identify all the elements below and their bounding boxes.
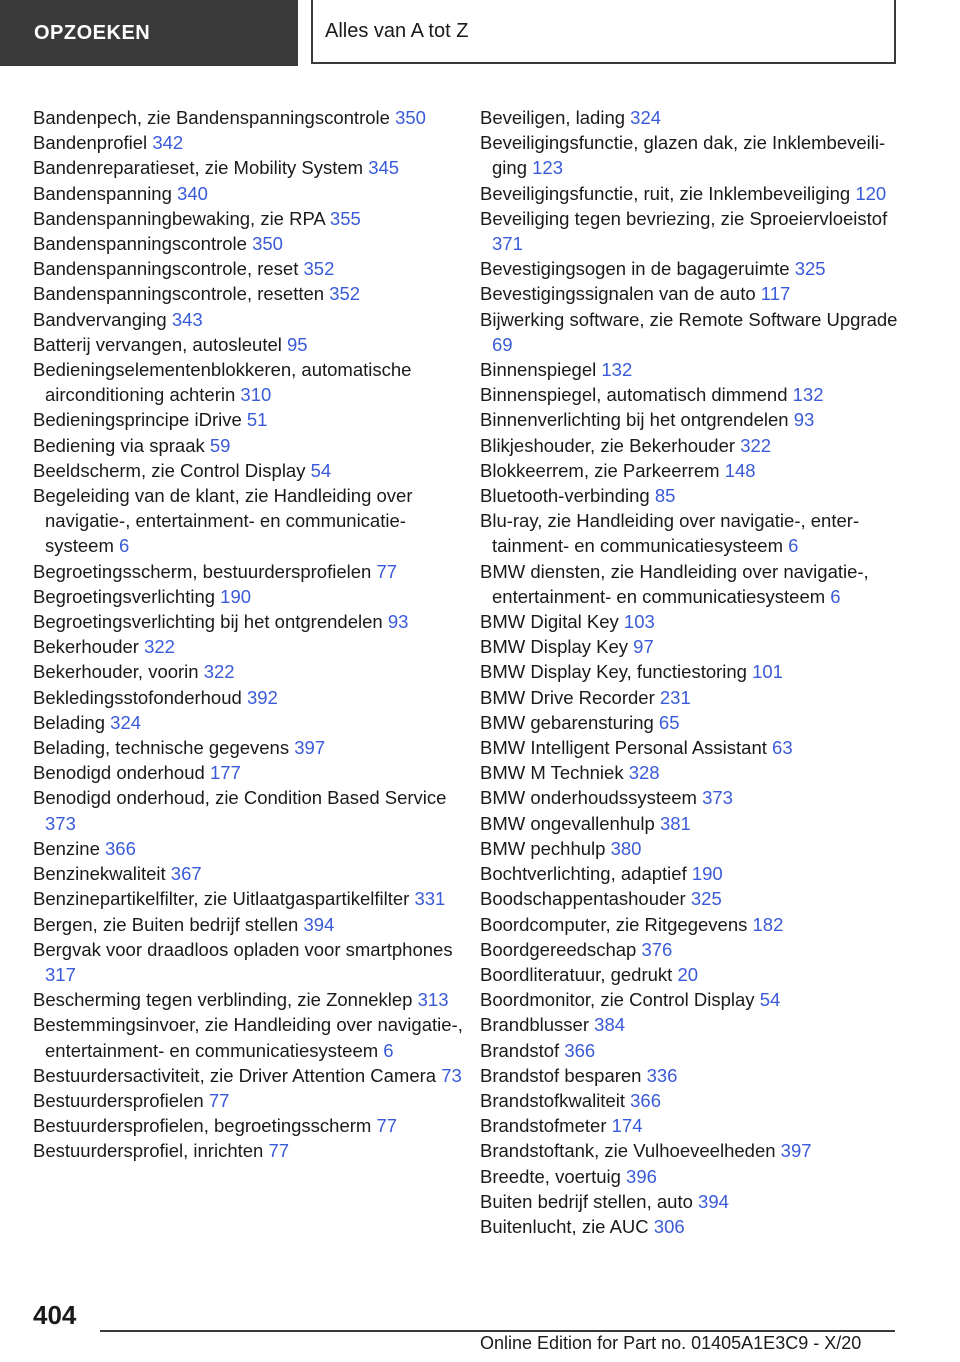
index-entry <box>480 785 905 810</box>
page-reference-link[interactable]: 306 <box>653 1215 685 1237</box>
index-term: Brandstof besparen <box>480 1064 642 1086</box>
index-entry <box>480 382 905 407</box>
index-entry <box>33 483 463 559</box>
index-term: Bandenspanningscontrole, resetten <box>33 283 325 305</box>
index-entry <box>480 433 905 458</box>
index-term: Benodigd onderhoud, zie Condition Based Service <box>33 787 447 809</box>
index-entry <box>33 659 463 684</box>
index-term: Begeleiding van de klant, zie Handleiding over navigatie-, entertainment- en communicatiesysteem <box>33 485 413 557</box>
page-reference-link[interactable]: 51 <box>246 409 268 431</box>
index-entry <box>480 1214 905 1239</box>
page-reference-link[interactable]: 93 <box>793 409 815 431</box>
index-term: Bedieningselementenblokkeren, automatische airconditioning achterin <box>33 359 412 406</box>
page-reference-link[interactable]: 324 <box>630 107 662 128</box>
index-term: Bandenpech, zie Bandenspanningscontrole <box>33 107 390 128</box>
page-reference-link[interactable]: 174 <box>611 1115 643 1137</box>
index-term: Bescherming tegen verblinding, zie Zonneklep <box>33 989 413 1011</box>
page-reference-link[interactable]: 350 <box>252 233 283 255</box>
page-reference-link[interactable]: 63 <box>772 737 793 759</box>
index-entry <box>33 886 463 911</box>
index-entry <box>33 1012 463 1062</box>
page-reference-link[interactable]: 6 <box>788 535 799 557</box>
index-entry <box>33 685 463 710</box>
page-reference-link[interactable]: 313 <box>417 989 449 1011</box>
page-reference-link[interactable]: 69 <box>492 333 513 355</box>
index-term: BMW Display Key <box>480 636 629 658</box>
index-term: Bergen, zie Buiten bedrijf stellen <box>33 913 299 935</box>
index-entry <box>33 332 463 357</box>
index-term: Batterij vervangen, autosleutel <box>33 333 282 355</box>
index-entry <box>33 130 463 155</box>
index-term: BMW ongevallenhulp <box>480 812 655 834</box>
index-entry <box>33 609 463 634</box>
index-entry <box>33 987 463 1012</box>
index-entry <box>480 1063 905 1088</box>
page-reference-link[interactable]: 392 <box>246 686 278 708</box>
index-entry <box>33 357 463 407</box>
index-term: Bedieningsprincipe iDrive <box>33 409 242 431</box>
page-reference-link[interactable]: 123 <box>532 157 563 179</box>
index-term: Blokkeerrem, zie Parkeerrem <box>480 459 720 481</box>
index-entry <box>33 433 463 458</box>
index-term: Buiten bedrijf stellen, auto <box>480 1190 693 1212</box>
page-reference-link[interactable]: 77 <box>376 560 398 582</box>
index-term: Blikjeshouder, zie Bekerhouder <box>480 434 736 456</box>
index-term: Bochtverlichting, adaptief <box>480 863 687 885</box>
page-reference-link[interactable]: 325 <box>794 258 826 280</box>
index-entry <box>480 912 905 937</box>
index-entry <box>480 1138 905 1163</box>
page-reference-link[interactable]: 310 <box>240 384 272 406</box>
page-reference-link[interactable]: 54 <box>310 459 332 481</box>
page-reference-link[interactable]: 73 <box>441 1064 462 1086</box>
index-term: Binnenspiegel <box>480 359 597 381</box>
page-reference-link[interactable]: 95 <box>287 333 308 355</box>
index-term: Bevestigingssignalen van de auto <box>480 283 756 305</box>
page-reference-link[interactable]: 6 <box>383 1039 394 1061</box>
page-reference-link[interactable]: 148 <box>724 459 756 481</box>
index-term: Blu-ray, zie Handleiding over navigatie-, entertainment- en communicatiesysteem <box>480 510 860 557</box>
index-entry <box>480 357 905 382</box>
index-term: Boodschappentashouder <box>480 888 686 910</box>
index-entry <box>480 508 905 558</box>
index-term: Bevestigingsogen in de bagageruimte <box>480 258 790 280</box>
index-entry <box>480 256 905 281</box>
index-term: BMW gebarensturing <box>480 711 654 733</box>
index-entry <box>33 231 463 256</box>
page-reference-link[interactable]: 394 <box>303 913 335 935</box>
index-term: Bestuurdersprofiel, inrichten <box>33 1140 264 1162</box>
page-reference-link[interactable]: 322 <box>144 636 175 658</box>
page-reference-link[interactable]: 101 <box>752 661 783 683</box>
index-entry <box>480 937 905 962</box>
page-reference-link[interactable]: 65 <box>658 711 680 733</box>
index-term: Benzinekwaliteit <box>33 863 166 885</box>
index-term: Bandenspanningscontrole <box>33 233 247 255</box>
page-reference-link[interactable]: 355 <box>329 207 361 229</box>
page-reference-link[interactable]: 317 <box>45 963 76 985</box>
index-term: BMW Drive Recorder <box>480 686 655 708</box>
page-reference-link[interactable]: 6 <box>830 585 841 607</box>
index-term: Benzinepartikelfilter, zie Uitlaatgaspartikelfilter <box>33 888 410 910</box>
page-reference-link[interactable]: 396 <box>626 1165 657 1187</box>
page-reference-link[interactable]: 340 <box>177 182 208 204</box>
index-entry <box>480 962 905 987</box>
index-entry <box>33 105 463 130</box>
index-term: BMW diensten, zie Handleiding over navigatie-, entertainment- en communicatiesysteem <box>480 560 869 607</box>
index-entry <box>480 861 905 886</box>
page-reference-link[interactable]: 373 <box>702 787 733 809</box>
page-reference-link[interactable]: 177 <box>209 762 241 784</box>
index-entry <box>33 861 463 886</box>
page-reference-link[interactable]: 103 <box>623 611 655 633</box>
page-reference-link[interactable]: 336 <box>646 1064 678 1086</box>
page-reference-link[interactable]: 77 <box>268 1140 290 1162</box>
page-reference-link[interactable]: 6 <box>119 535 130 557</box>
index-entry <box>480 307 905 357</box>
page-reference-link[interactable]: 97 <box>633 636 654 658</box>
page-reference-link[interactable]: 231 <box>659 686 691 708</box>
index-term: Bediening via spraak <box>33 434 205 456</box>
index-entry <box>480 407 905 432</box>
page-reference-link[interactable]: 384 <box>594 1014 626 1036</box>
page-reference-link[interactable]: 59 <box>209 434 231 456</box>
index-entry <box>33 206 463 231</box>
page-reference-link[interactable]: 366 <box>105 837 136 859</box>
index-entry <box>33 836 463 861</box>
index-entry <box>33 458 463 483</box>
index-entry <box>480 811 905 836</box>
index-entry <box>33 785 463 835</box>
index-entry <box>33 937 463 987</box>
index-term: Belading <box>33 711 106 733</box>
index-term: Begroetingsscherm, bestuurdersprofielen <box>33 560 372 582</box>
page-reference-link[interactable]: 117 <box>760 283 791 305</box>
index-term: Begroetingsverlichting bij het ontgrendelen <box>33 611 383 633</box>
index-term: Brandblusser <box>480 1014 590 1036</box>
page-reference-link[interactable]: 366 <box>630 1089 661 1111</box>
index-term: Bestuurdersprofielen, begroetingsscherm <box>33 1115 372 1137</box>
page-reference-link[interactable]: 350 <box>395 107 426 128</box>
index-term: Boordmonitor, zie Control Display <box>480 989 755 1011</box>
index-term: Bandenspanningscontrole, reset <box>33 258 299 280</box>
index-entry <box>33 307 463 332</box>
index-term: Benzine <box>33 837 100 859</box>
page-reference-link[interactable]: 380 <box>610 837 642 859</box>
index-entry <box>480 735 905 760</box>
index-term: Belading, technische gegevens <box>33 737 290 759</box>
page-reference-link[interactable]: 324 <box>110 711 142 733</box>
page-reference-link[interactable]: 352 <box>329 283 361 305</box>
page-reference-link[interactable]: 373 <box>45 812 76 834</box>
index-term: BMW M Techniek <box>480 762 624 784</box>
page-reference-link[interactable]: 77 <box>376 1115 398 1137</box>
index-entry <box>480 1088 905 1113</box>
index-entry <box>480 659 905 684</box>
index-entry <box>480 1038 905 1063</box>
page-reference-link[interactable]: 367 <box>170 863 202 885</box>
index-term: Bandenspanningbewaking, zie RPA <box>33 207 325 229</box>
index-entry <box>33 584 463 609</box>
page-reference-link[interactable]: 132 <box>792 384 824 406</box>
page-reference-link[interactable]: 397 <box>294 737 326 759</box>
index-entry <box>480 886 905 911</box>
index-term: Bijwerking software, zie Remote Software Upgrade <box>480 308 898 330</box>
page-reference-link[interactable]: 328 <box>628 762 660 784</box>
index-term: Brandstof <box>480 1039 560 1061</box>
index-entry <box>480 281 905 306</box>
page-reference-link[interactable]: 376 <box>641 938 673 960</box>
index-term: Beeldscherm, zie Control Display <box>33 459 306 481</box>
index-term: Bandenreparatieset, zie Mobility System <box>33 157 364 179</box>
page-reference-link[interactable]: 343 <box>171 308 203 330</box>
index-entry <box>33 634 463 659</box>
footer-divider <box>100 1330 895 1332</box>
index-entry <box>480 1113 905 1138</box>
index-entry <box>480 609 905 634</box>
index-entry <box>480 836 905 861</box>
page-number: 404 <box>33 1300 77 1330</box>
index-entry <box>33 155 463 180</box>
page-reference-link[interactable]: 366 <box>564 1039 596 1061</box>
index-term: Breedte, voertuig <box>480 1165 621 1187</box>
page-reference-link[interactable]: 322 <box>203 661 235 683</box>
index-term: Binnenspiegel, automatisch dimmend <box>480 384 788 406</box>
index-term: Boordliteratuur, gedrukt <box>480 963 673 985</box>
page-reference-link[interactable]: 394 <box>698 1190 729 1212</box>
index-term: Bestuurdersprofielen <box>33 1089 204 1111</box>
page-reference-link[interactable]: 77 <box>208 1089 230 1111</box>
page-reference-link[interactable]: 371 <box>492 233 523 255</box>
index-term: Beveiligingsfunctie, glazen dak, zie Inklembeveiliging <box>480 132 886 179</box>
page-reference-link[interactable]: 322 <box>740 434 772 456</box>
index-column-right <box>480 105 905 1239</box>
index-column-left <box>33 105 463 1164</box>
page-reference-link[interactable]: 132 <box>601 359 633 381</box>
index-term: Benodigd onderhoud <box>33 762 205 784</box>
page-reference-link[interactable]: 190 <box>691 863 723 885</box>
index-term: Bergvak voor draadloos opladen voor smartphones <box>33 938 453 960</box>
index-term: BMW Display Key, functiestoring <box>480 661 747 683</box>
page-reference-link[interactable]: 345 <box>368 157 400 179</box>
page-reference-link[interactable]: 190 <box>220 585 252 607</box>
index-entry <box>33 281 463 306</box>
index-term: Brandstofmeter <box>480 1115 607 1137</box>
index-term: Beveiligen, lading <box>480 107 626 128</box>
index-term: Brandstofkwaliteit <box>480 1089 625 1111</box>
index-entry <box>480 1189 905 1214</box>
index-term: Boordgereedschap <box>480 938 637 960</box>
index-entry <box>480 634 905 659</box>
page-reference-link[interactable]: 381 <box>659 812 691 834</box>
page-header <box>0 0 960 66</box>
index-term: BMW Digital Key <box>480 611 619 633</box>
index-entry <box>480 987 905 1012</box>
index-entry <box>480 105 905 130</box>
section-title: Alles van A tot Z <box>311 0 896 64</box>
page-reference-link[interactable]: 20 <box>677 963 699 985</box>
index-entry <box>33 181 463 206</box>
page-reference-link[interactable]: 342 <box>152 132 184 154</box>
page-reference-link[interactable]: 93 <box>387 611 409 633</box>
index-term: Bekledingsstofonderhoud <box>33 686 242 708</box>
page-reference-link[interactable]: 120 <box>855 182 887 204</box>
index-entry <box>480 685 905 710</box>
page-reference-link[interactable]: 182 <box>752 913 784 935</box>
index-term: Brandstoftank, zie Vulhoeveelheden <box>480 1140 776 1162</box>
index-entry <box>33 735 463 760</box>
page-reference-link[interactable]: 85 <box>654 485 676 507</box>
index-entry <box>33 559 463 584</box>
index-entry <box>33 1113 463 1138</box>
page-reference-link[interactable]: 325 <box>690 888 722 910</box>
index-term: Bluetooth-verbinding <box>480 485 650 507</box>
index-entry <box>480 181 905 206</box>
index-term: Beveiliging tegen bevriezing, zie Sproeiervloeistof <box>480 207 888 229</box>
index-entry <box>33 407 463 432</box>
index-entry <box>480 483 905 508</box>
index-entry <box>480 130 905 180</box>
index-term: Bekerhouder, voorin <box>33 661 199 683</box>
index-term: Bandenspanning <box>33 182 172 204</box>
section-tab: OPZOEKEN <box>0 0 298 66</box>
index-entry <box>33 1088 463 1113</box>
index-term: Bestemmingsinvoer, zie Handleiding over navigatie-, entertainment- en communicatiesysteem <box>33 1014 463 1061</box>
index-term: Bestuurdersactiviteit, zie Driver Attention Camera <box>33 1064 437 1086</box>
page-reference-link[interactable]: 331 <box>414 888 446 910</box>
index-term: BMW onderhoudssysteem <box>480 787 697 809</box>
index-term: BMW pechhulp <box>480 837 606 859</box>
index-entry <box>480 1164 905 1189</box>
page-reference-link[interactable]: 397 <box>780 1140 812 1162</box>
index-entry <box>33 1063 463 1088</box>
index-term: Bandvervanging <box>33 308 167 330</box>
index-entry <box>33 912 463 937</box>
edition-note: Online Edition for Part no. 01405A1E3C9 - X/20 <box>480 1333 862 1353</box>
index-term: Bandenprofiel <box>33 132 148 154</box>
index-term: BMW Intelligent Personal Assistant <box>480 737 767 759</box>
index-entry <box>33 710 463 735</box>
index-entry <box>33 1138 463 1163</box>
index-entry <box>480 559 905 609</box>
index-entry <box>480 760 905 785</box>
index-entry <box>480 1012 905 1037</box>
index-term: Bekerhouder <box>33 636 139 658</box>
index-term: Binnenverlichting bij het ontgrendelen <box>480 409 789 431</box>
index-term: Beveiligingsfunctie, ruit, zie Inklembeveiliging <box>480 182 851 204</box>
index-entry <box>33 256 463 281</box>
index-term: Buitenlucht, zie AUC <box>480 1215 649 1237</box>
index-term: Begroetingsverlichting <box>33 585 216 607</box>
index-entry <box>480 458 905 483</box>
index-entry <box>480 710 905 735</box>
index-entry <box>33 760 463 785</box>
page-reference-link[interactable]: 54 <box>759 989 781 1011</box>
page-reference-link[interactable]: 352 <box>303 258 335 280</box>
index-entry <box>480 206 905 256</box>
index-term: Boordcomputer, zie Ritgegevens <box>480 913 748 935</box>
